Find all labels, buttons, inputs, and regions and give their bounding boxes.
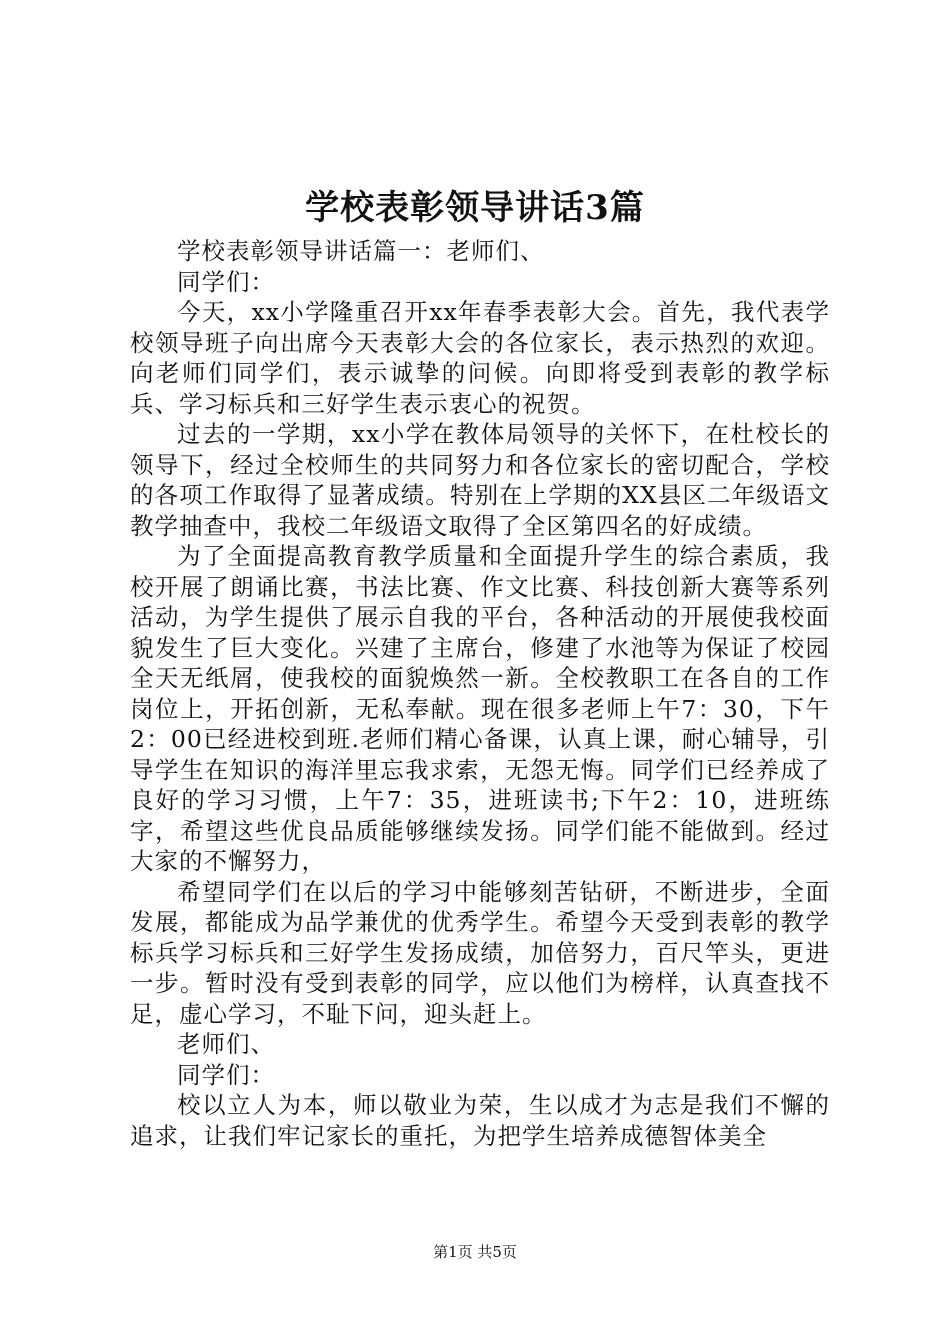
paragraph: 今天，xx小学隆重召开xx年春季表彰大会。首先，我代表学校领导班子向出席今天表彰大会的各位家长，表示热烈的欢迎。向老师们同学们，表示诚挚的问候。向即将受到表彰的教学标兵、学习标兵和三好学生表示衷心的祝贺。 <box>130 298 830 418</box>
paragraph: 过去的一学期，xx小学在教体局领导的关怀下，在杜校长的领导下，经过全校师生的共同努力和各位家长的密切配合，学校的各项工作取得了显著成绩。特别在上学期的XX县区二年级语文教学抽查中，我校二年级语文取得了全区第四名的好成绩。 <box>130 420 830 540</box>
paragraph: 同学们： <box>177 1060 275 1089</box>
paragraph: 为了全面提高教育教学质量和全面提升学生的综合素质，我校开展了朗诵比赛，书法比赛、作文比赛、科技创新大赛等系列活动，为学生提供了展示自我的平台，各种活动的开展使我校面貌发生了巨大变化。兴建了主席台，修建了水池等为保证了校园全天无纸屑，使我校的面貌焕然一新。全校教职工在各自的工作岗位上，开拓创新，无私奉献。现在很多老师上午7：30，下午2：00已经进校到班.老师们精心备课，认真上课，耐心辅导，引导学生在知识的海洋里忘我求索，无怨无悔。同学们已经养成了良好的学习习惯，上午7：35，进班读书;下午2：10，进班练字，希望这些优良品质能够继续发扬。同学们能不能做到。经过大家的不懈努力， <box>130 542 830 875</box>
paragraph: 校以立人为本，师以敬业为荣，生以成才为志是我们不懈的追求，让我们牢记家长的重托，为把学生培养成德智体美全 <box>130 1091 830 1150</box>
document-body <box>130 236 830 1151</box>
page-number-footer: 第1页 共5页 <box>433 1243 517 1261</box>
paragraph: 同学们： <box>177 267 275 296</box>
paragraph: 老师们、 <box>177 1030 275 1058</box>
paragraph: 希望同学们在以后的学习中能够刻苦钻研，不断进步，全面发展，都能成为品学兼优的优秀学生。希望今天受到表彰的教学标兵学习标兵和三好学生发扬成绩，加倍努力，百尺竿头，更进一步。暂时没有受到表彰的同学，应以他们为榜样，认真查找不足，虚心学习，不耻下问，迎头赶上。 <box>130 877 830 1028</box>
paragraph: 学校表彰领导讲话篇一：老师们、 <box>177 237 545 265</box>
document-title: 学校表彰领导讲话3篇 <box>305 188 645 228</box>
